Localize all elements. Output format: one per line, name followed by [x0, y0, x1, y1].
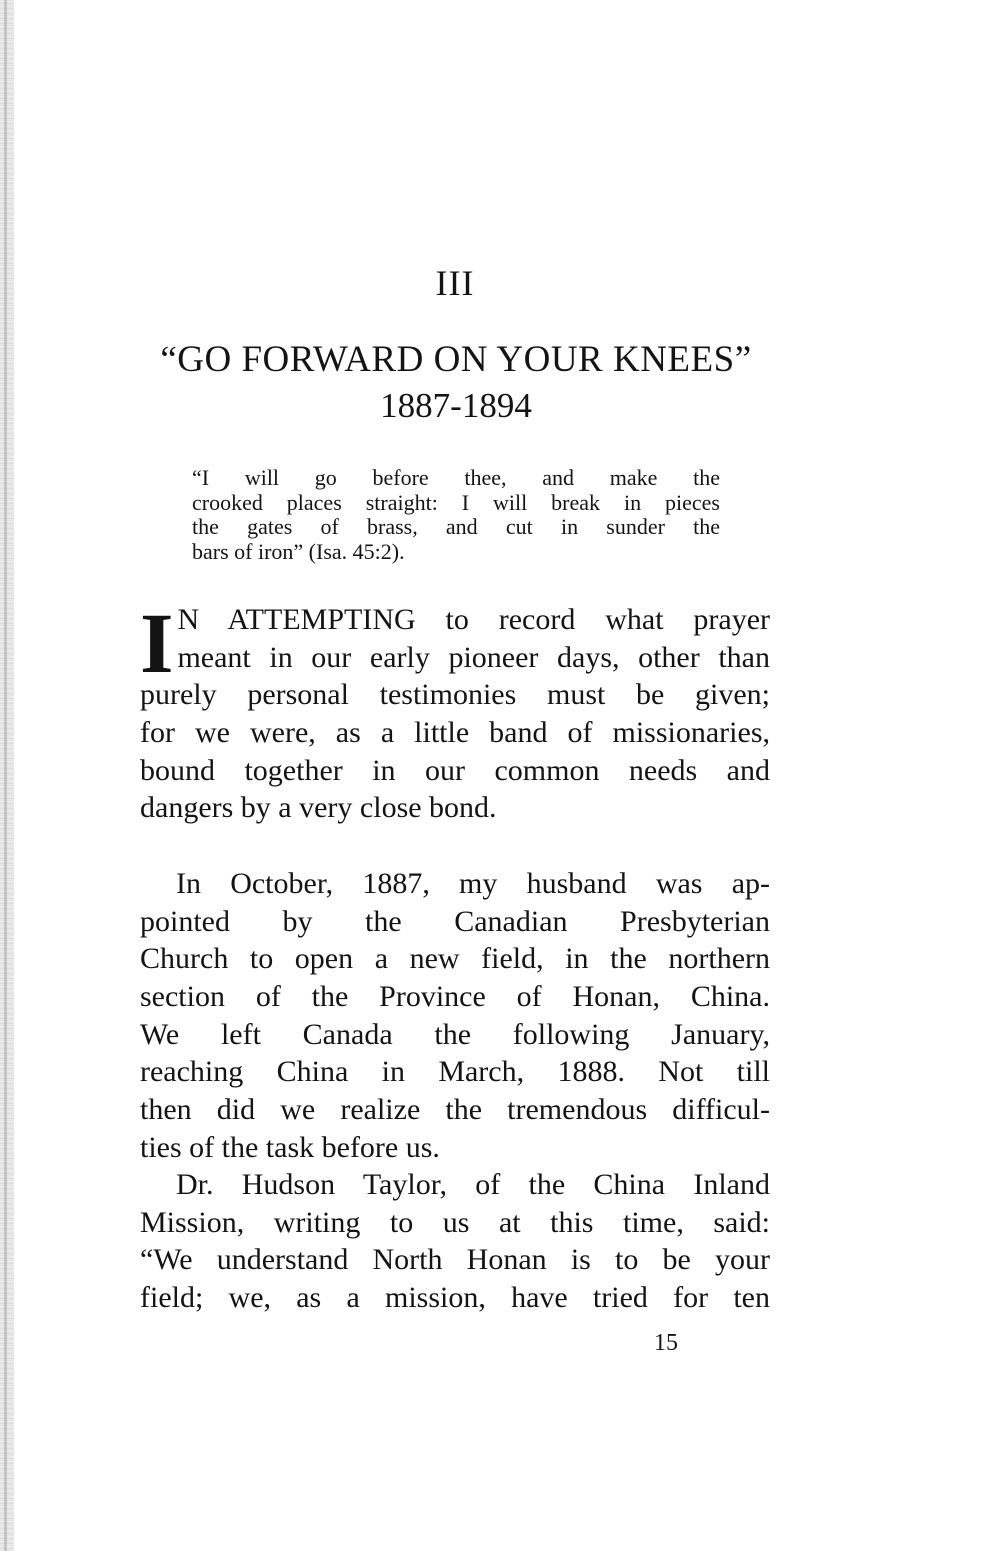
body-line: pointed by the Canadian Presbyterian — [140, 904, 770, 938]
chapter-dates: 1887-1894 — [380, 386, 532, 425]
epigraph-line: crooked places straight: I will break in pieces — [192, 489, 720, 515]
epigraph-line: bars of iron” (Isa. 45:2). — [192, 538, 405, 564]
epigraph-quote — [192, 466, 720, 564]
body-line: reaching China in March, 1888. Not till — [140, 1055, 770, 1089]
body-line: We left Canada the following January, — [140, 1017, 770, 1051]
body-line: field; we, as a mission, have tried for ten — [140, 1281, 770, 1315]
paragraph-2 — [140, 865, 770, 1167]
body-line: purely personal testimonies must be given; — [140, 678, 770, 712]
body-line: meant in our early pioneer days, other than — [177, 640, 770, 674]
body-line: bound together in our common needs and — [140, 753, 770, 787]
dropcap-block — [140, 601, 770, 676]
body-line: dangers by a very close bond. — [140, 791, 497, 825]
body-line: Mission, writing to us at this time, said: — [140, 1205, 770, 1239]
body-line: Church to open a new field, in the northern — [140, 942, 770, 976]
epigraph-line: the gates of brass, and cut in sunder the — [192, 514, 720, 539]
body-line: ties of the task before us. — [140, 1130, 440, 1164]
body-line: for we were, as a little band of missionaries, — [140, 716, 770, 750]
body-line: N ATTEMPTING to record what prayer — [177, 603, 770, 636]
chapter-title: “GO FORWARD ON YOUR KNEES” — [160, 339, 752, 380]
paragraph-3 — [140, 1166, 770, 1317]
body-line: section of the Province of Honan, China. — [140, 980, 770, 1014]
body-line: Dr. Hudson Taylor, of the China Inland — [176, 1168, 770, 1201]
page-number: 15 — [654, 1330, 678, 1356]
drop-cap-letter: I — [140, 601, 174, 677]
body-line: then did we realize the tremendous difficul- — [140, 1093, 770, 1127]
body-line: In October, 1887, my husband was ap- — [176, 867, 770, 900]
paragraph-1 — [140, 601, 770, 827]
chapter-number: III — [435, 263, 475, 303]
epigraph-line: “I will go before thee, and make the — [192, 465, 720, 490]
body-line: “We understand North Honan is to be your — [140, 1243, 770, 1277]
page-binding-edge — [0, 0, 14, 1551]
